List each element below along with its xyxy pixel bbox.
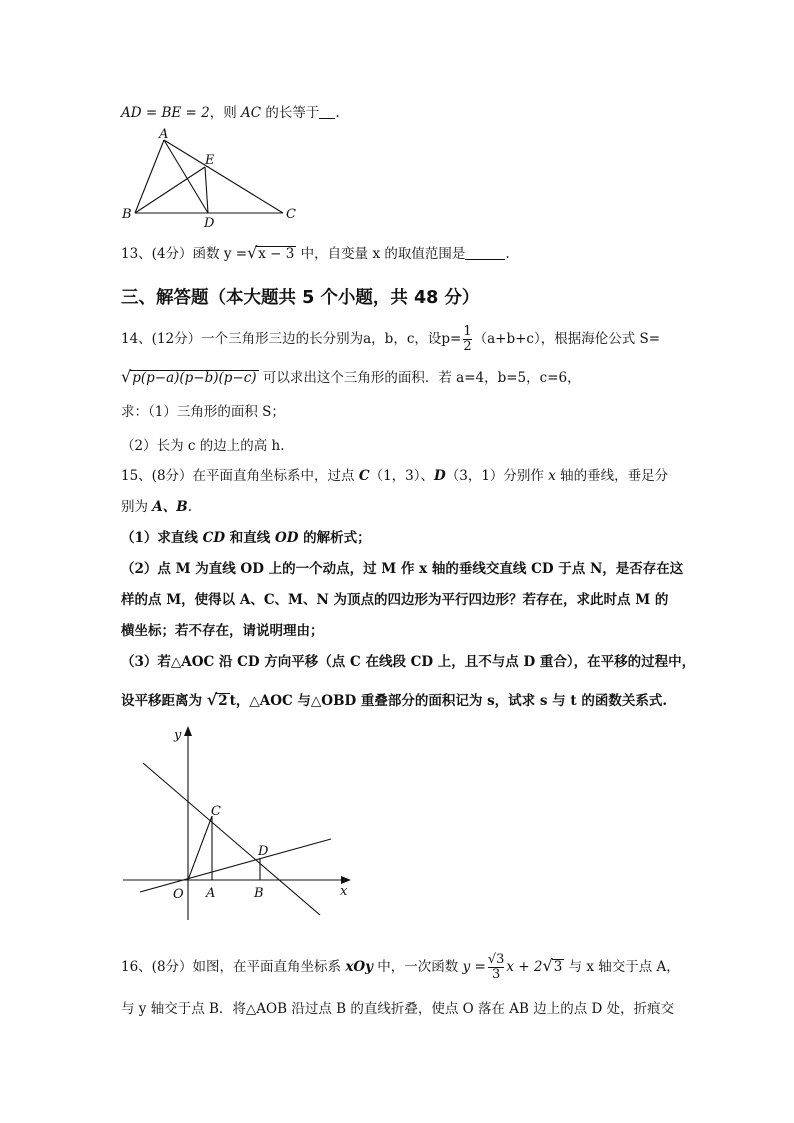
- label-c: C: [211, 804, 221, 819]
- label-a: A: [159, 128, 169, 142]
- q14-line-3: 求：（1）三角形的面积 S；: [121, 404, 285, 420]
- q15-line-1: 15、(8分）在平面直角坐标系中，过点 C（1，3）、D（3，1）分别作 x 轴的垂线，垂足分: [121, 468, 669, 484]
- line-od: [140, 839, 331, 892]
- q14-line-2: √p(p−a)(p−b)(p−c) 可以求出这个三角形的面积．若 a=4，b=5，c=6，: [121, 367, 581, 386]
- segment-ad: [164, 140, 208, 213]
- x-axis-arrow: [341, 876, 351, 884]
- q15-part-2-line-1: （2）点 M 为直线 OD 上的一个动点，过 M 作 x 轴的垂线交直线 CD 于点 N，是否存在这: [121, 561, 684, 577]
- q15-coordinate-figure: [118, 725, 368, 925]
- side-ab: [135, 140, 164, 213]
- radical-sign: √: [542, 956, 553, 975]
- q15-part-3-line-2: 设平移距离为 √2 t，△AOC 与△OBD 重叠部分的面积记为 s，试求 s 与 t 的函数关系式.: [121, 690, 668, 709]
- radical-sign: √: [247, 243, 258, 262]
- segment-de: [205, 167, 208, 213]
- line-cd: [143, 763, 320, 915]
- q12-triangle-figure: [118, 128, 308, 232]
- label-y: y: [174, 728, 182, 743]
- section-3-title: 三、解答题（本大题共 5 个小题，共 48 分）: [121, 288, 480, 308]
- radical-sign: √: [121, 367, 132, 386]
- q15-line-2: 别为 A、B.: [121, 499, 192, 515]
- label-d: D: [204, 216, 215, 231]
- q15-part-2-line-2: 样的点 M，使得以 A、C、M、N 为顶点的四边形为平行四边形？若存在，求此时点 M 的: [121, 592, 669, 608]
- label-o: O: [173, 887, 184, 902]
- label-x: x: [340, 884, 348, 899]
- heron-radicand: p(p−a)(p−b)(p−c): [132, 370, 257, 386]
- q15-part-1: （1）求直线 CD 和直线 OD 的解析式；: [121, 530, 371, 546]
- label-d: D: [258, 844, 269, 859]
- q12-tail-line: AD = BE = 2，则 AC 的长等于 .: [121, 105, 340, 121]
- answer-blank[interactable]: [465, 246, 505, 260]
- fraction-one-half: $\frac{1}{2}$: [463, 324, 472, 354]
- fraction-sqrt3-over-3: $\frac{√3}{3}$: [487, 952, 505, 982]
- question-13: 13、(4分）函数 y =√x − 3 中，自变量 x 的取值范围是 .: [121, 243, 510, 262]
- label-c: C: [286, 207, 296, 222]
- q16-line-1: 16、(8分）如图，在平面直角坐标系 xOy 中，一次函数 y = $\frac{√3}{3}$ x + 2√3 与 x 轴交于点 A，: [121, 952, 680, 982]
- q12-equation: AD = BE = 2: [121, 105, 210, 121]
- answer-blank[interactable]: [319, 105, 335, 119]
- side-ac: [164, 140, 283, 213]
- label-a: A: [206, 886, 216, 901]
- q16-line-2: 与 y 轴交于点 B．将△AOB 沿过点 B 的直线折叠，使点 O 落在 AB 边上的点 D 处，折痕交: [121, 1001, 675, 1017]
- q14-line-1: 14、(12分）一个三角形三边的长分别为a，b，c，设p= $\frac{1}{2}$ （a+b+c），根据海伦公式 S=: [121, 324, 661, 354]
- radical-sign: √: [206, 690, 218, 709]
- segment-oc: [188, 816, 212, 880]
- label-e: E: [205, 153, 215, 168]
- q15-part-3-line-1: （3）若△AOC 沿 CD 方向平移（点 C 在线段 CD 上，且不与点 D 重合），在平移的过程中，: [121, 654, 696, 670]
- label-b: B: [254, 886, 264, 901]
- y-axis-arrow: [184, 726, 192, 736]
- label-b: B: [122, 207, 132, 222]
- q15-part-2-line-3: 横坐标；若不存在，请说明理由；: [121, 623, 324, 639]
- q14-line-4: （2）长为 c 的边上的高 h.: [121, 438, 285, 454]
